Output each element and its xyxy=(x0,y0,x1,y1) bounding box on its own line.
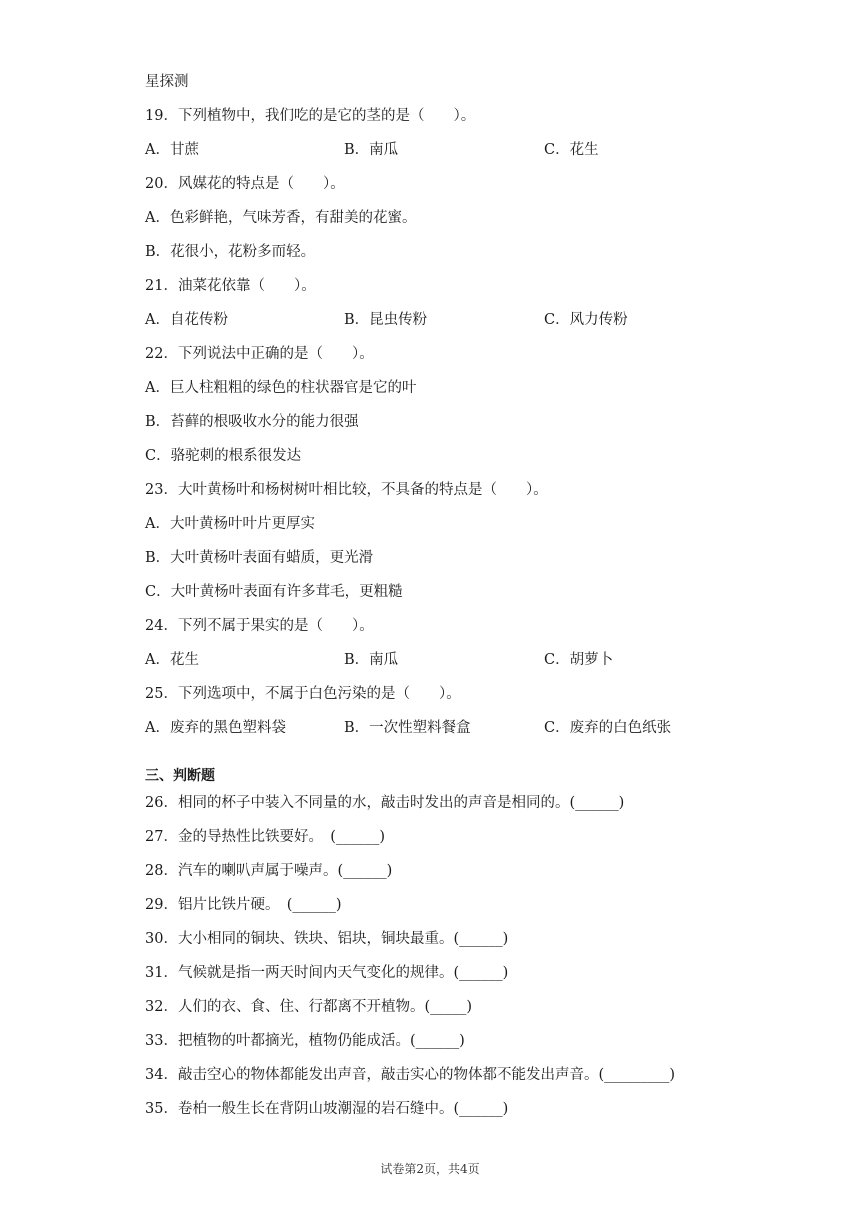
question-22-option-b: B．苔藓的根吸收水分的能力很强 xyxy=(145,414,359,430)
question-19-option-c: C．花生 xyxy=(544,142,599,158)
question-24-option-b: B．南瓜 xyxy=(344,652,399,668)
question-22-stem: 22．下列说法中正确的是（ ）。 xyxy=(145,346,374,362)
question-24-stem: 24．下列不属于果实的是（ ）。 xyxy=(145,618,374,634)
section-three-title: 三、判断题 xyxy=(145,768,215,784)
question-21-option-b: B．昆虫传粉 xyxy=(344,312,428,328)
question-24-option-c: C．胡萝卜 xyxy=(544,652,614,668)
question-25-option-c: C．废弃的白色纸张 xyxy=(544,720,672,736)
question-31: 31．气候就是指一两天时间内天气变化的规律。(______) xyxy=(145,965,509,981)
question-34: 34．敲击空心的物体都能发出声音，敲击实心的物体都不能发出声音。(_________) xyxy=(145,1067,676,1083)
page-footer: 试卷第2页，共4页 xyxy=(380,1162,480,1176)
question-24-option-a: A．花生 xyxy=(145,652,199,668)
question-30: 30．大小相同的铜块、铁块、铝块，铜块最重。(______) xyxy=(145,931,509,947)
question-27: 27．金的导热性比铁要好。 (______) xyxy=(145,829,386,845)
question-20-stem: 20．风媒花的特点是（ ）。 xyxy=(145,176,345,192)
question-29: 29．铝片比铁片硬。 (______) xyxy=(145,897,342,913)
question-19-option-b: B．南瓜 xyxy=(344,142,399,158)
question-21-option-a: A．自花传粉 xyxy=(145,312,228,328)
question-32: 32．人们的衣、食、住、行都离不开植物。(_____) xyxy=(145,999,473,1015)
question-26: 26．相同的杯子中装入不同量的水，敲击时发出的声音是相同的。(______) xyxy=(145,795,625,811)
question-23-option-b: B．大叶黄杨叶表面有蜡质，更光滑 xyxy=(145,550,374,566)
question-23-stem: 23．大叶黄杨叶和杨树树叶相比较，不具备的特点是（ ）。 xyxy=(145,482,548,498)
question-19-option-a: A．甘蔗 xyxy=(145,142,199,158)
question-25-option-a: A．废弃的黑色塑料袋 xyxy=(145,720,286,736)
question-25-stem: 25．下列选项中，不属于白色污染的是（ ）。 xyxy=(145,686,461,702)
header-fragment: 星探测 xyxy=(145,74,189,90)
question-21-stem: 21．油菜花依靠（ ）。 xyxy=(145,278,316,294)
question-22-option-c: C．骆驼刺的根系很发达 xyxy=(145,448,302,464)
question-20-option-b: B．花很小，花粉多而轻。 xyxy=(145,244,316,260)
question-23-option-a: A．大叶黄杨叶叶片更厚实 xyxy=(145,516,315,532)
question-23-option-c: C．大叶黄杨叶表面有许多茸毛，更粗糙 xyxy=(145,584,403,600)
question-22-option-a: A．巨人柱粗粗的绿色的柱状器官是它的叶 xyxy=(145,380,417,396)
question-21-option-c: C．风力传粉 xyxy=(544,312,628,328)
question-20-option-a: A．色彩鲜艳，气味芳香，有甜美的花蜜。 xyxy=(145,210,417,226)
question-28: 28．汽车的喇叭声属于噪声。(______) xyxy=(145,863,393,879)
question-33: 33．把植物的叶都摘光，植物仍能成活。(______) xyxy=(145,1033,465,1049)
question-25-option-b: B．一次性塑料餐盒 xyxy=(344,720,471,736)
question-19-stem: 19．下列植物中，我们吃的是它的茎的是（ ）。 xyxy=(145,108,476,124)
question-35: 35．卷柏一般生长在背阴山坡潮湿的岩石缝中。(______) xyxy=(145,1101,509,1117)
